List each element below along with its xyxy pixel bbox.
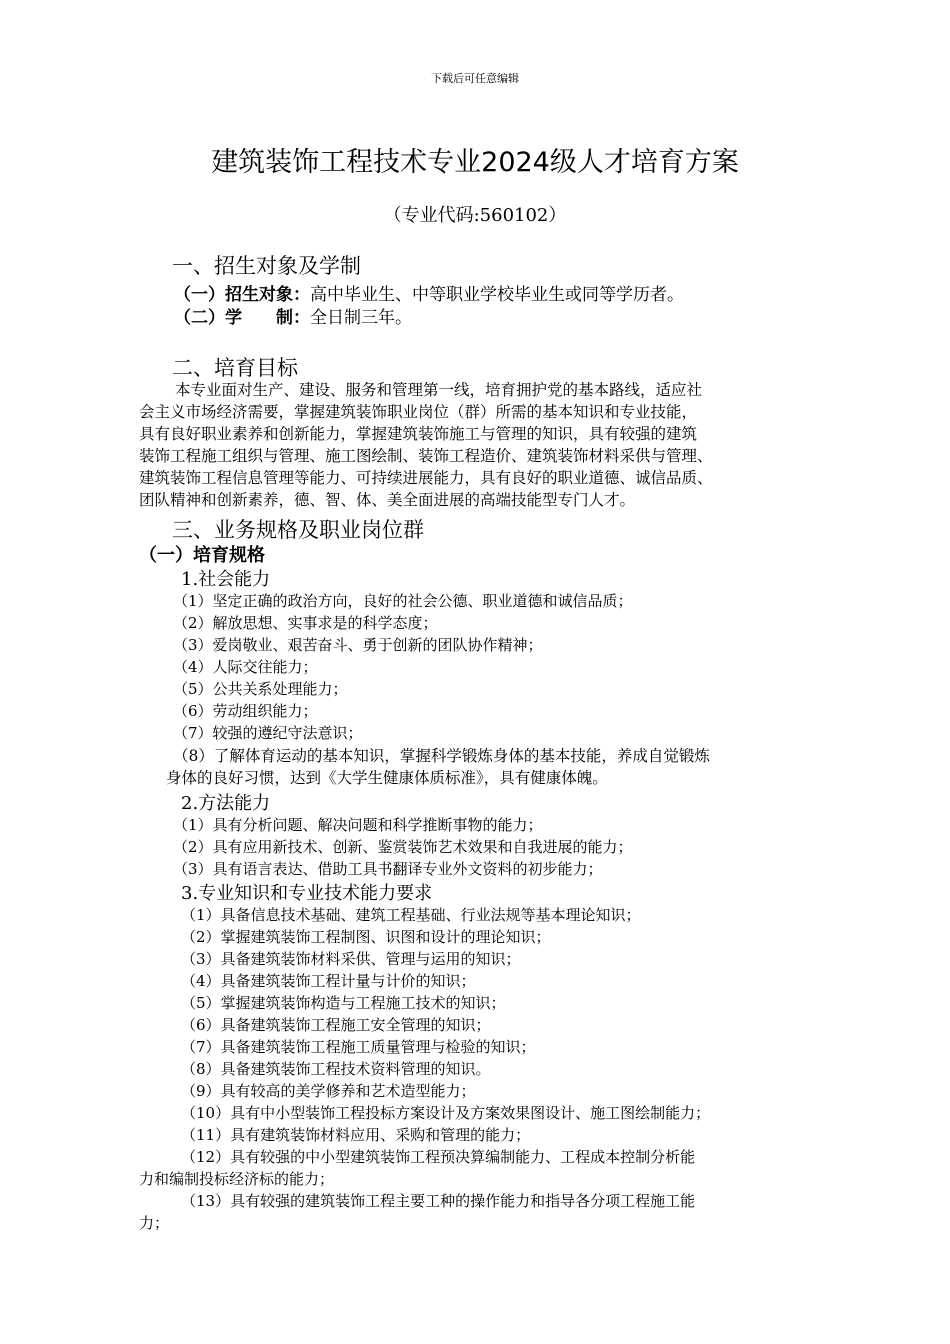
social-ability-title: 1.社会能力 <box>181 569 271 590</box>
document-title: 建筑装饰工程技术专业2024级人才培育方案 <box>211 147 739 178</box>
list-item: （12）具有较强的中小型建筑装饰工程预决算编制能力、工程成本控制分析能 <box>181 1148 696 1166</box>
program-code: （专业代码:560102） <box>383 205 567 226</box>
section-3-heading: 三、业务规格及职业岗位群 <box>172 518 424 542</box>
list-item: （5）掌握建筑装饰构造与工程施工技术的知识； <box>181 994 506 1012</box>
list-item: （8）具备建筑装饰工程技术资料管理的知识。 <box>181 1060 491 1078</box>
goal-line: 团队精神和创新素养，德、智、体、美全面进展的高端技能型专门人才。 <box>139 491 636 509</box>
list-item: （6）具备建筑装饰工程施工安全管理的知识； <box>181 1016 491 1034</box>
schooling-system-label: （二）学 制： <box>174 308 310 328</box>
section-2-heading: 二、培育目标 <box>172 356 298 380</box>
list-item: （1）具有分析问题、解决问题和科学推断事物的能力； <box>173 816 543 834</box>
list-item: （6）劳动组织能力； <box>173 702 318 720</box>
list-item: （13）具有较强的建筑装饰工程主要工种的操作能力和指导各分项工程施工能 <box>181 1192 696 1210</box>
method-ability-title: 2.方法能力 <box>181 793 271 814</box>
list-item: （4）人际交往能力； <box>173 658 318 676</box>
schooling-system-row <box>174 303 412 328</box>
list-item: （1）具备信息技术基础、建筑工程基础、行业法规等基本理论知识； <box>181 906 641 924</box>
list-item: （9）具有较高的美学修养和艺术造型能力； <box>181 1082 476 1100</box>
page-header: 下载后可任意编辑 <box>431 72 519 85</box>
goal-line: 会主义市场经济需要，掌握建筑装饰职业岗位（群）所需的基本知识和专业技能， <box>139 403 698 421</box>
list-item: （2）具有应用新技术、创新、鉴赏装饰艺术效果和自我进展的能力； <box>173 838 633 856</box>
list-item: （11）具有建筑装饰材料应用、采购和管理的能力； <box>181 1126 531 1144</box>
training-spec-heading: （一）培育规格 <box>139 545 265 566</box>
schooling-system-value: 全日制三年。 <box>310 308 412 328</box>
list-item: 力； <box>139 1214 170 1232</box>
list-item: （3）爱岗敬业、艰苦奋斗、勇于创新的团队协作精神； <box>173 636 543 654</box>
list-item: （10）具有中小型装饰工程投标方案设计及方案效果图设计、施工图绘制能力； <box>181 1104 711 1122</box>
list-item: （7）较强的遵纪守法意识； <box>173 724 363 742</box>
enrollment-target-label: （一）招生对象： <box>174 285 310 305</box>
list-item: （7）具备建筑装饰工程施工质量管理与检验的知识； <box>181 1038 536 1056</box>
list-item: （5）公共关系处理能力； <box>173 680 348 698</box>
goal-line: 建筑装饰工程信息管理等能力、可持续进展能力，具有良好的职业道德、诚信品质、 <box>139 469 713 487</box>
list-item: （3）具备建筑装饰材料采供、管理与运用的知识； <box>181 950 521 968</box>
goal-line: 具有良好职业素养和创新能力，掌握建筑装饰施工与管理的知识，具有较强的建筑 <box>139 425 698 443</box>
enrollment-target-row <box>174 280 684 305</box>
enrollment-target-value: 高中毕业生、中等职业学校毕业生或同等学历者。 <box>310 285 684 305</box>
list-item: 身体的良好习惯，达到《大学生健康体质标准》，具有健康体魄。 <box>166 769 608 787</box>
list-item: （1）坚定正确的政治方向，良好的社会公德、职业道德和诚信品质； <box>173 592 633 610</box>
goal-line: 装饰工程施工组织与管理、施工图绘制、装饰工程造价、建筑装饰材料采供与管理、 <box>139 447 713 465</box>
professional-ability-title: 3.专业知识和专业技术能力要求 <box>181 883 433 904</box>
list-item: 力和编制投标经济标的能力； <box>139 1170 335 1188</box>
list-item: （8）了解体育运动的基本知识，掌握科学锻炼身体的基本技能，养成自觉锻炼 <box>173 747 710 765</box>
list-item: （4）具备建筑装饰工程计量与计价的知识； <box>181 972 476 990</box>
goal-line: 本专业面对生产、建设、服务和管理第一线，培育拥护党的基本路线，适应社 <box>175 381 703 399</box>
list-item: （3）具有语言表达、借助工具书翻译专业外文资料的初步能力； <box>173 860 603 878</box>
list-item: （2）解放思想、实事求是的科学态度； <box>173 614 438 632</box>
section-1-heading: 一、招生对象及学制 <box>172 254 361 278</box>
list-item: （2）掌握建筑装饰工程制图、识图和设计的理论知识； <box>181 928 551 946</box>
